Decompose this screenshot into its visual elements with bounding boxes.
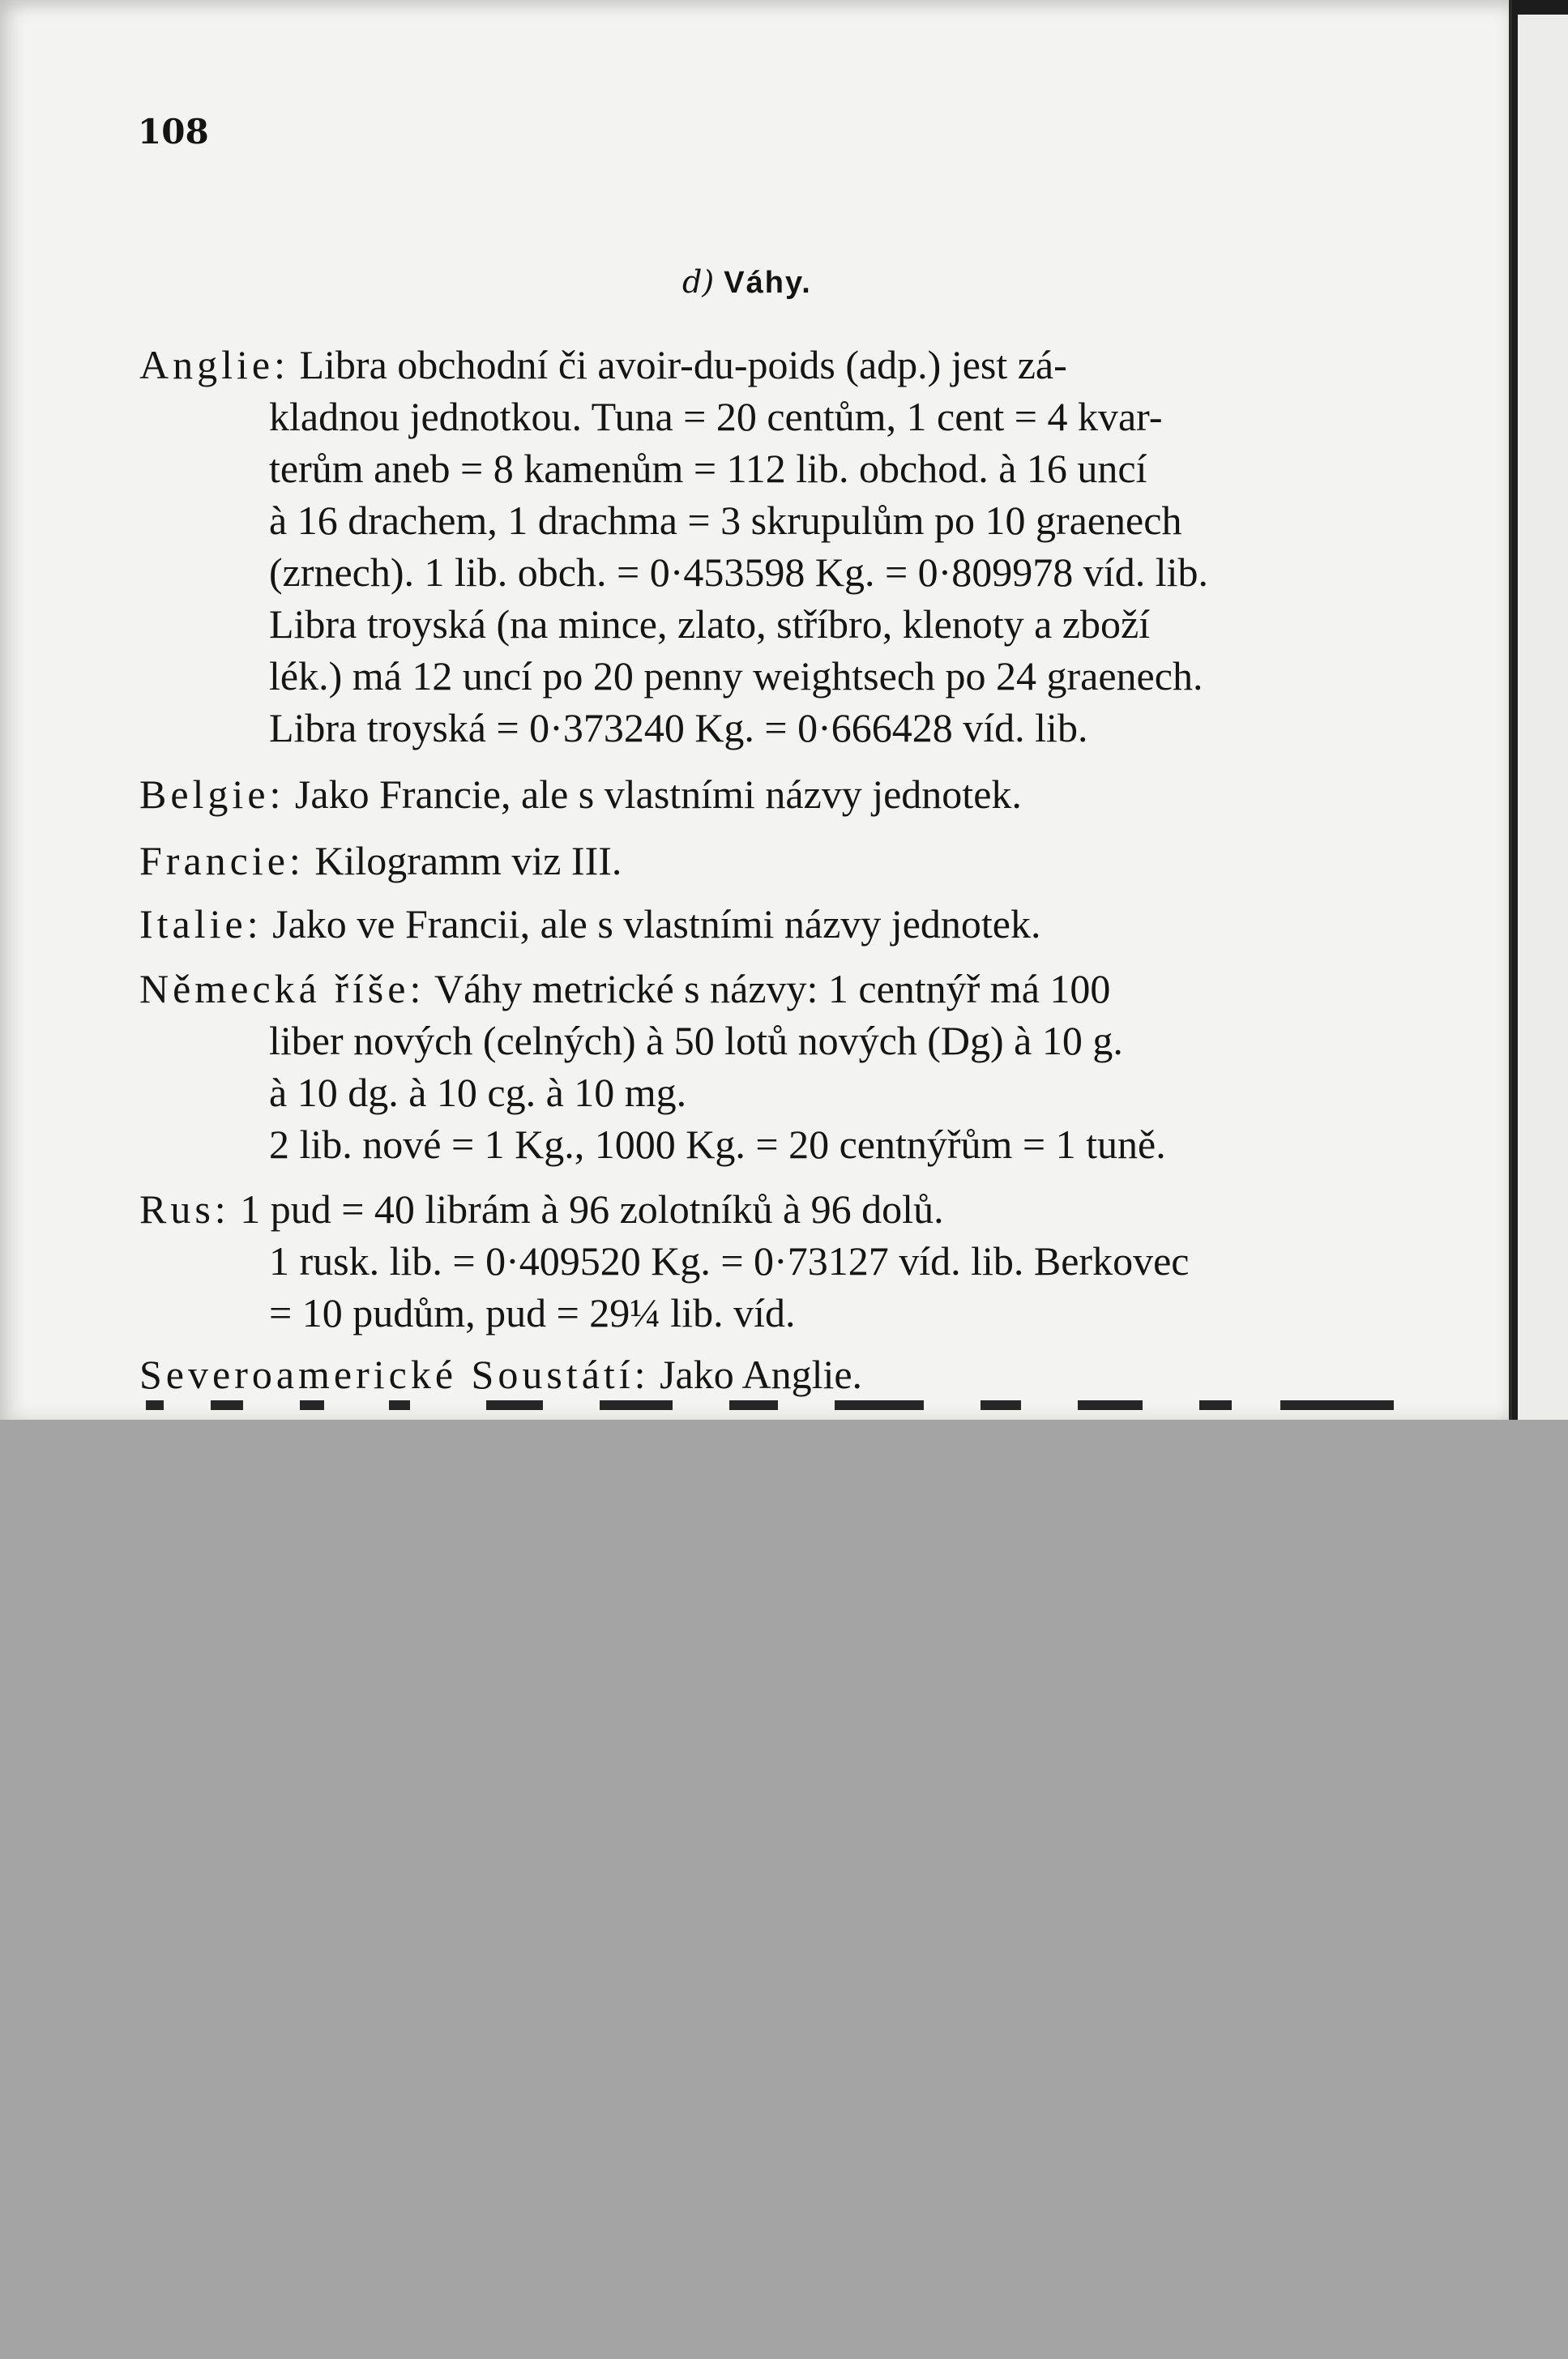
section-heading [682, 264, 812, 301]
entry-severoamericke-soustati-text-1: Jako Anglie. [660, 1352, 863, 1397]
entry-rus-line-1 [139, 1183, 1412, 1235]
entry-nemecka-rise-line-4: 2 lib. nové = 1 Kg., 1000 Kg. = 20 centnýřům = 1 tuně. [269, 1122, 1166, 1167]
entry-francie [139, 835, 1412, 887]
entry-nemecka-rise-text-1: Váhy metrické s názvy: 1 centnýř má 100 [434, 966, 1111, 1011]
entry-severoamericke-soustati-term: Severoamerické Soustátí: [139, 1352, 650, 1397]
entry-belgie-text-1: Jako Francie, ale s vlastními názvy jednotek. [294, 771, 1022, 817]
entry-belgie [139, 768, 1412, 820]
entry-rus-line-2: 1 rusk. lib. = 0·409520 Kg. = 0·73127 víd. lib. Berkovec [269, 1238, 1190, 1284]
entry-anglie-line-2: kladnou jednotkou. Tuna = 20 centům, 1 cent = 4 kvar- [269, 394, 1163, 439]
entry-belgie-line-1 [139, 768, 1412, 820]
entry-anglie-line-4: à 16 drachem, 1 drachma = 3 skrupulům po 10 graenech [269, 498, 1182, 543]
entry-anglie-line-5: (zrnech). 1 lib. obch. = 0·453598 Kg. = 0·809978 víd. lib. [269, 549, 1208, 595]
entry-italie-term: Italie: [139, 901, 263, 947]
section-title: Váhy. [724, 266, 812, 300]
blank-gray-area [0, 1420, 1568, 2359]
entry-anglie-line-1 [139, 339, 1412, 391]
entry-anglie-text-1: Libra obchodní či avoir-du-poids (adp.) jest zá- [299, 342, 1067, 387]
entry-anglie-line-7: lék.) má 12 uncí po 20 penny weightsech po 24 graenech. [269, 653, 1203, 699]
entry-nemecka-rise-term: Německá říše: [139, 966, 425, 1011]
entry-anglie-term: Anglie: [139, 342, 289, 387]
entry-italie [139, 898, 1412, 950]
entry-francie-term: Francie: [139, 838, 305, 883]
entry-rus-line-3: = 10 pudům, pud = 29¼ lib. víd. [269, 1290, 796, 1335]
entry-italie-line-1 [139, 898, 1412, 950]
section-label: d) [682, 264, 715, 300]
entry-anglie-line-3: terům aneb = 8 kamenům = 112 lib. obchod. à 16 uncí [269, 446, 1147, 491]
entry-italie-text-1: Jako ve Francii, ale s vlastními názvy jednotek. [272, 901, 1041, 947]
adjacent-page-edge [1518, 15, 1568, 1420]
page-number: 108 [138, 112, 209, 152]
entry-rus-term: Rus: [139, 1186, 230, 1232]
entry-nemecka-rise-line-3: à 10 dg. à 10 cg. à 10 mg. [269, 1070, 687, 1115]
entry-francie-line-1 [139, 835, 1412, 887]
entry-nemecka-rise-line-2: liber nových (celných) à 50 lotů nových (Dg) à 10 g. [269, 1018, 1123, 1063]
entry-nemecka-rise-line-1 [139, 963, 1412, 1015]
entry-rus-text-1: 1 pud = 40 librám à 96 zolotníků à 96 dolů. [240, 1186, 944, 1232]
entry-anglie-line-6: Libra troyská (na mince, zlato, stříbro, klenoty a zboží [269, 601, 1151, 647]
entry-anglie-line-8: Libra troyská = 0·373240 Kg. = 0·666428 víd. lib. [269, 705, 1088, 750]
entry-rus [139, 1183, 1412, 1339]
entry-francie-text-1: Kilogramm viz III. [314, 838, 622, 883]
entry-belgie-term: Belgie: [139, 771, 285, 817]
cut-off-text-line [146, 1400, 1410, 1420]
entry-nemecka-rise [139, 963, 1412, 1170]
entry-severoamericke-soustati-line-1 [139, 1348, 1412, 1400]
entry-severoamericke-soustati [139, 1348, 1412, 1400]
entry-anglie [139, 339, 1412, 754]
